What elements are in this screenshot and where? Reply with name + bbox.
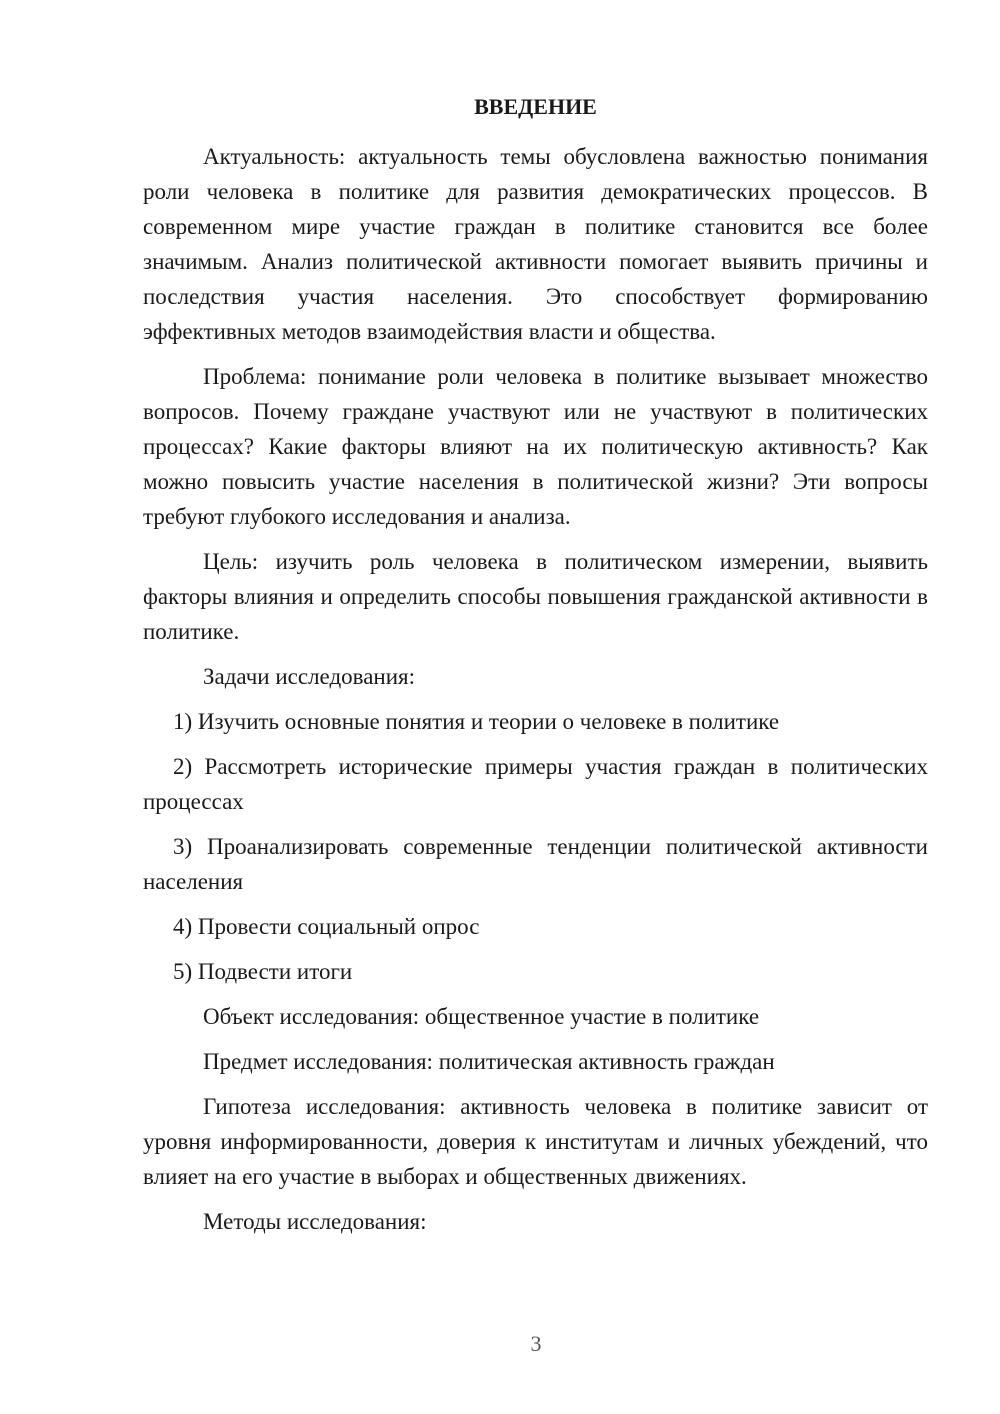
paragraph-subject: Предмет исследования: политическая активность граждан bbox=[203, 1049, 775, 1074]
paragraph-problem: Проблема: понимание роли человека в политике вызывает множество вопросов. Почему граждане участвуют или не участвуют в политических процессах? Какие факторы влияют на их политическую активность? Как можно повысить участие населения в политической жизни? Эти вопросы требуют глубокого исследования и анализа. bbox=[143, 364, 928, 529]
paragraph-relevance: Актуальность: актуальность темы обусловлена важностью понимания роли человека в политике для развития демократических процессов. В современном мире участие граждан в политике становится все более значимым. Анализ политической активности помогает выявить причины и последствия участия населения. Это способствует формированию эффективных методов взаимодействия власти и общества. bbox=[143, 144, 928, 344]
tasks-title: Задачи исследования: bbox=[203, 664, 416, 689]
page-title: ВВЕДЕНИЕ bbox=[474, 94, 597, 119]
task-item-2: 2) Рассмотреть исторические примеры участия граждан в политических процессах bbox=[143, 754, 928, 814]
paragraph-object: Объект исследования: общественное участие в политике bbox=[203, 1004, 760, 1029]
task-item-3: 3) Проанализировать современные тенденции политической активности населения bbox=[143, 834, 928, 894]
paragraph-hypothesis: Гипотеза исследования: активность человека в политике зависит от уровня информированности, доверия к институтам и личных убеждений, что влияет на его участие в выборах и общественных движениях. bbox=[143, 1094, 928, 1189]
task-item-5: 5) Подвести итоги bbox=[173, 959, 353, 984]
page-number: 3 bbox=[530, 1331, 542, 1356]
task-item-4: 4) Провести социальный опрос bbox=[173, 914, 480, 939]
paragraph-goal: Цель: изучить роль человека в политическом измерении, выявить факторы влияния и определить способы повышения гражданской активности в политике. bbox=[143, 549, 928, 644]
document-page bbox=[143, 92, 928, 1249]
methods-title: Методы исследования: bbox=[203, 1209, 427, 1234]
task-item-1: 1) Изучить основные понятия и теории о человеке в политике bbox=[173, 709, 780, 734]
